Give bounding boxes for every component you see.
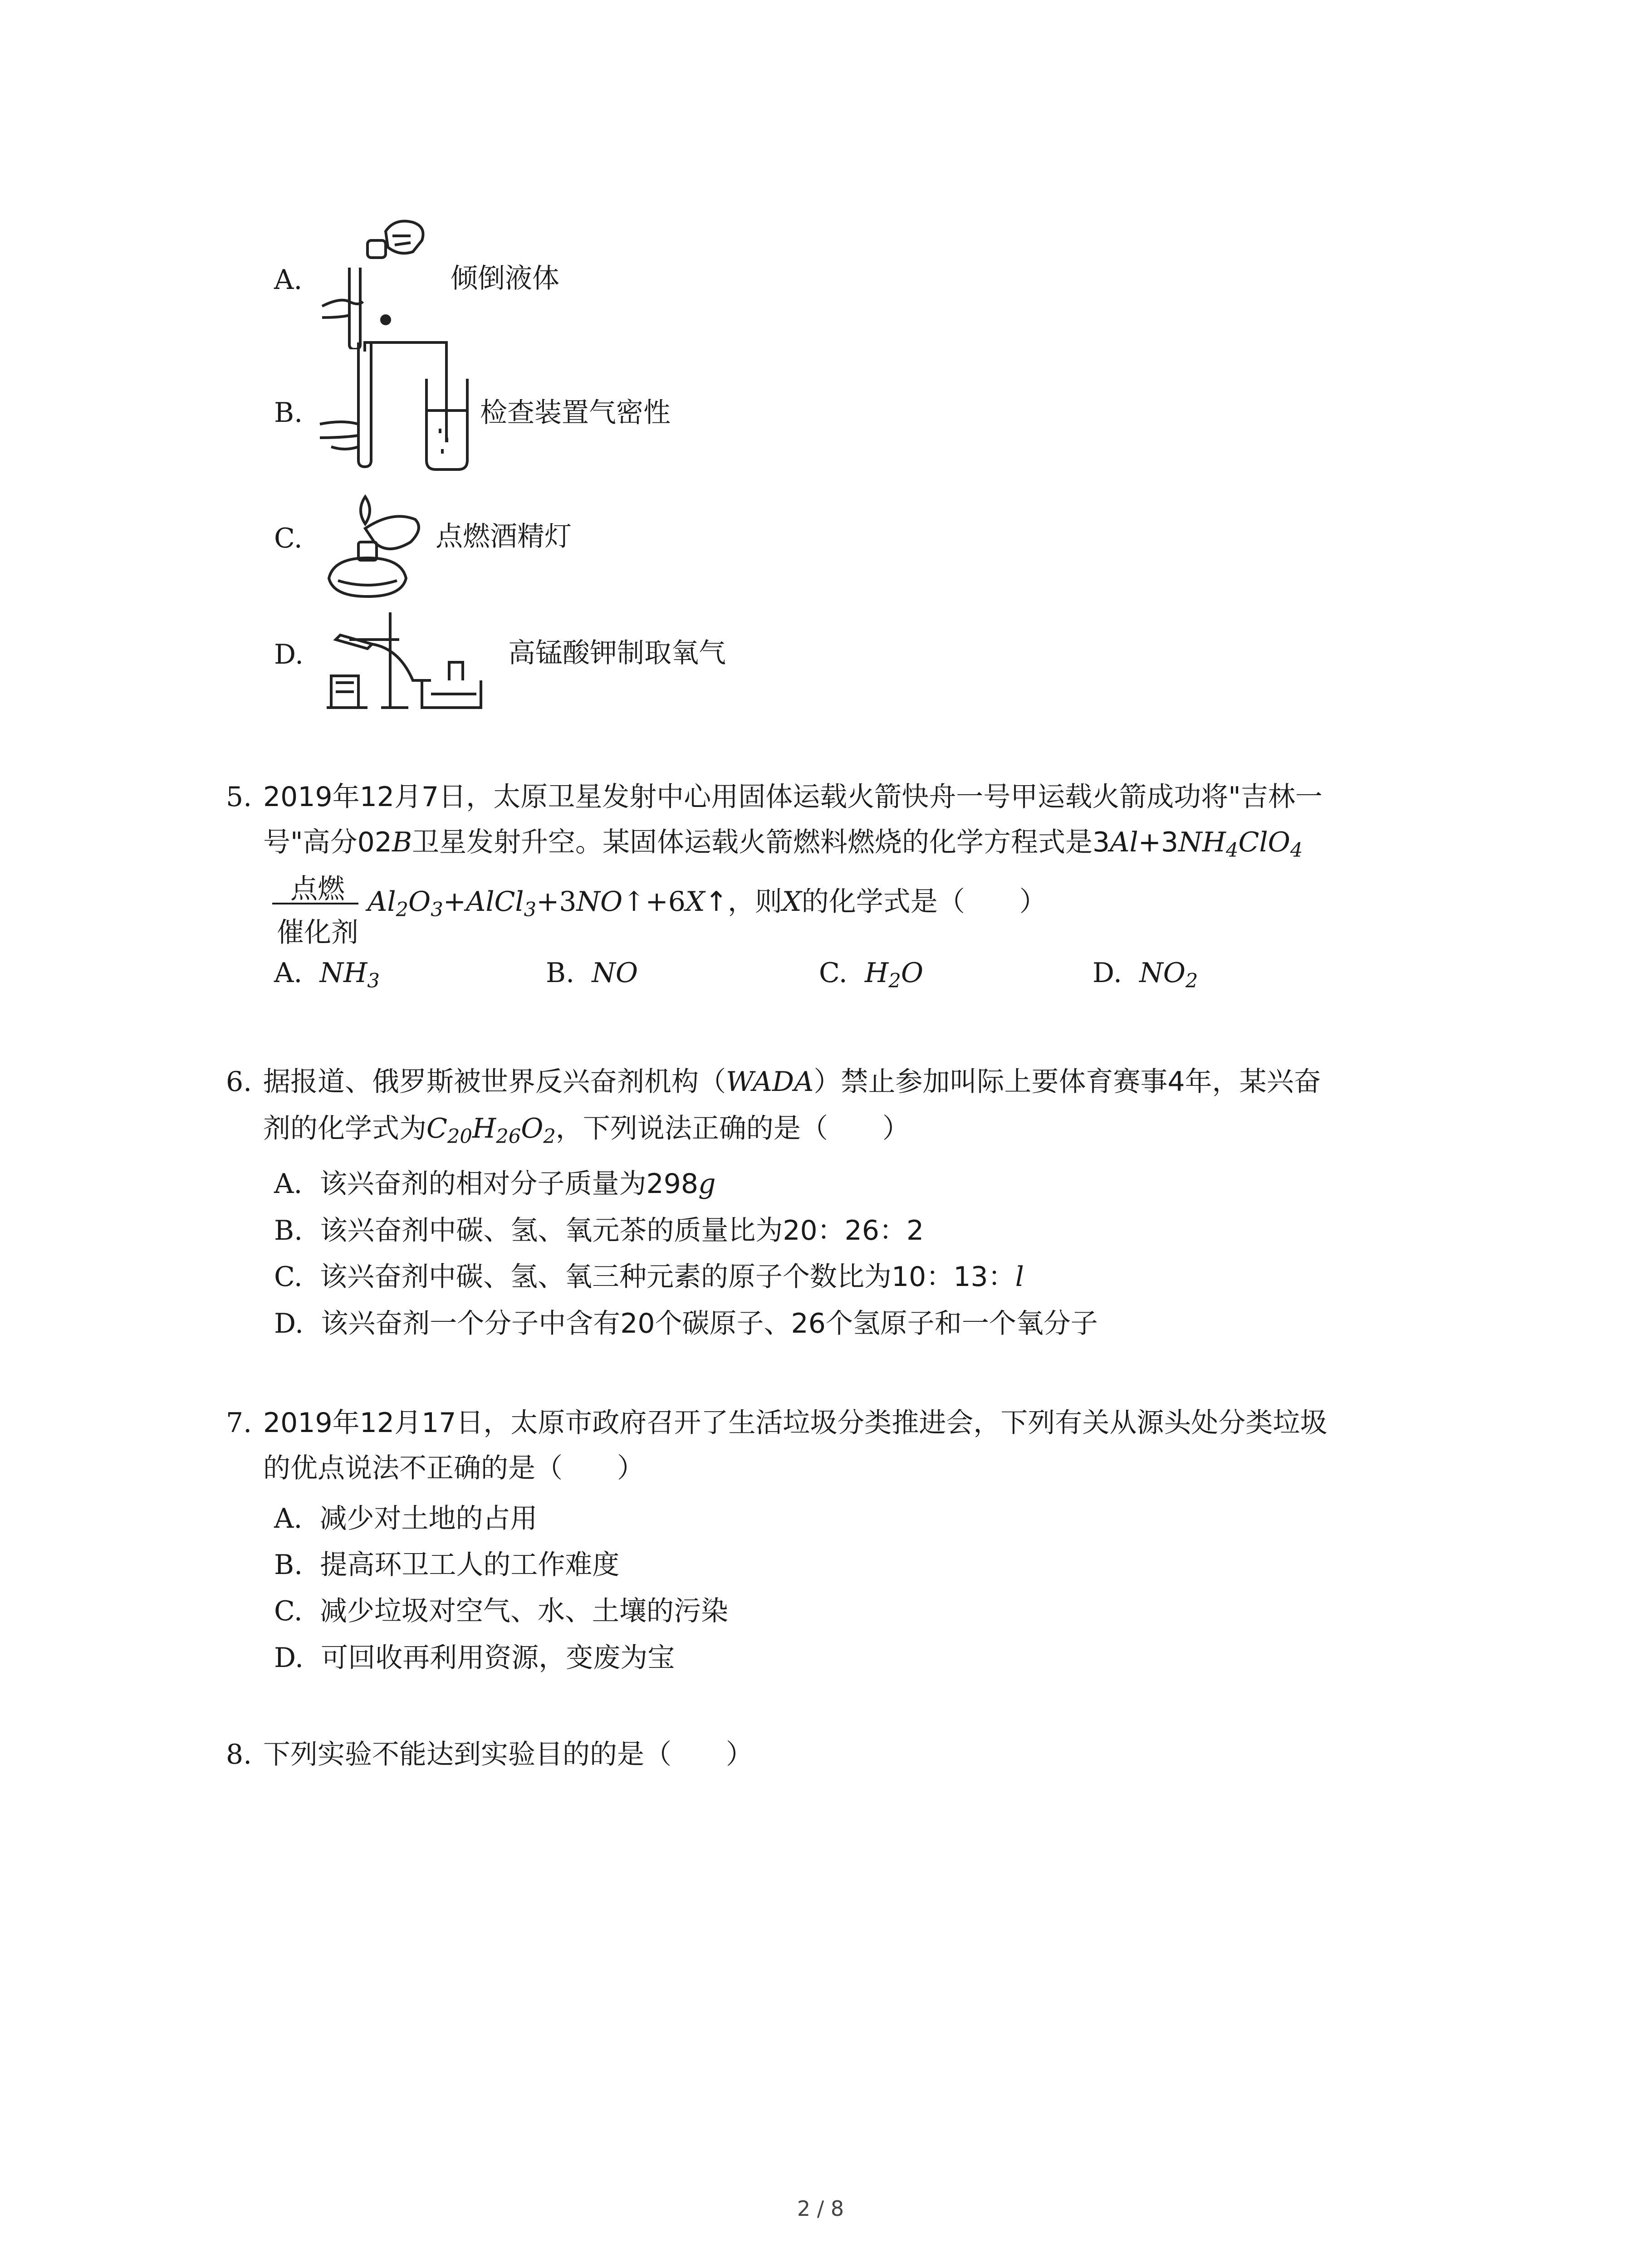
q5-question-tail: 的化学式是（ ） [801, 886, 1047, 918]
q7-option-a[interactable] [274, 1503, 538, 1535]
q6-option-c[interactable] [274, 1261, 1024, 1293]
q6-line2-b: ，下列说法正确的是（ ） [555, 1113, 910, 1144]
q5-option-d[interactable] [1092, 957, 1198, 993]
q5-option-b[interactable] [546, 959, 638, 987]
q6-line2-a: 剂的化学式为 [263, 1113, 426, 1144]
q6-option-d-letter: D. [274, 1308, 304, 1339]
q6-option-d-text: 该兴奋剂一个分子中含有20个碳原子、26个氢原子和一个氧分子 [321, 1308, 1098, 1339]
q8-number: 8. [226, 1739, 252, 1770]
q5-option-b-letter: B. [546, 957, 575, 989]
q5-product2-sub: 3 [524, 899, 537, 922]
q5-option-a-letter: A. [274, 957, 303, 989]
q5-product1-b: O [408, 886, 431, 918]
q4-option-b-text: 检查装置气密性 [480, 397, 671, 429]
q6-option-d[interactable] [274, 1310, 1098, 1337]
q6-option-a-tail: g [698, 1168, 716, 1200]
q6-option-a-letter: A. [274, 1168, 303, 1200]
q5-reactant1: Al [1110, 826, 1138, 858]
q6-line1-b: WADA [726, 1066, 814, 1098]
q4-option-c-letter: C. [274, 523, 303, 554]
q5-plus2: + [443, 886, 466, 918]
q7-option-c-text: 减少垃圾对空气、水、土壤的污染 [320, 1595, 728, 1627]
q5-product4: X [685, 886, 705, 918]
q6-formula-c: C [426, 1113, 447, 1144]
q6-option-b-text: 该兴奋剂中碳、氢、氧元茶的质量比为20：26：2 [320, 1215, 924, 1246]
q5-line2-b: B [392, 826, 412, 858]
q5-option-c-tail: O [901, 957, 924, 989]
q5-condition-bar [272, 903, 358, 904]
q5-condition-bottom: 催化剂 [277, 917, 358, 948]
q7-number: 7. [226, 1407, 252, 1439]
q5-arrow1: ↑+6 [622, 886, 686, 918]
q4-option-a-text: 倾倒液体 [451, 263, 559, 294]
q5-product1-sub2: 3 [431, 899, 443, 922]
q5-option-c[interactable] [819, 957, 924, 993]
q5-option-a-main: NH [319, 957, 367, 989]
q5-option-c-sub: 2 [888, 970, 901, 993]
q7-option-c[interactable] [274, 1595, 728, 1627]
pouring-liquid-icon [318, 213, 440, 349]
q4-option-d-letter: D. [274, 639, 304, 670]
q5-option-c-letter: C. [819, 957, 847, 989]
q7-option-b[interactable] [274, 1551, 619, 1579]
q5-x: X [782, 886, 802, 918]
page-number: 2 / 8 [797, 2196, 844, 2221]
q5-product3: NO [576, 886, 623, 918]
airtightness-check-icon [318, 338, 472, 474]
q5-option-d-sub: 2 [1185, 970, 1198, 993]
q6-option-b-letter: B. [274, 1215, 303, 1246]
q8-text: 下列实验不能达到实验目的的是（ ） [263, 1739, 753, 1770]
q5-option-c-main: H [865, 957, 889, 989]
q6-line2 [263, 1113, 910, 1149]
q6-formula-o-sub: 2 [543, 1125, 556, 1149]
q5-line3 [367, 886, 1047, 922]
q4-option-c-text: 点燃酒精灯 [436, 521, 572, 552]
q7-option-c-letter: C. [274, 1595, 303, 1627]
q5-product1-sub1: 2 [396, 899, 409, 922]
q5-arrow2: ↑，则 [705, 886, 782, 918]
q5-line1: 2019年12月7日，太原卫星发射中心用固体运载火箭快舟一号甲运载火箭成功将"吉林一 [263, 781, 1323, 813]
q5-reactant2-sub: 4 [1226, 839, 1239, 862]
q6-formula-c-sub: 20 [447, 1125, 472, 1149]
q5-option-d-main: NO [1139, 957, 1185, 989]
q5-line2-c: 卫星发射升空。某固体运载火箭燃料燃烧的化学方程式是3 [412, 826, 1110, 858]
q4-option-a-letter: A. [274, 264, 303, 296]
q4-option-b-letter: B. [274, 397, 303, 429]
alcohol-lamp-icon [320, 488, 429, 601]
q6-option-c-tail: l [1015, 1261, 1024, 1293]
oxygen-preparation-icon [318, 603, 495, 712]
q5-line2-a: 号"高分02 [263, 826, 392, 858]
q5-number: 5. [226, 781, 252, 813]
q6-option-b[interactable] [274, 1217, 924, 1244]
q5-reactant2-b: ClO [1238, 826, 1290, 858]
q6-number: 6. [226, 1066, 252, 1098]
q7-option-d[interactable] [274, 1644, 675, 1672]
q5-plus3: +3 [536, 886, 577, 918]
q6-line1-c: ）禁止参加叫际上要体育赛事4年，某兴奋 [813, 1066, 1321, 1098]
q7-line1: 2019年12月17日，太原市政府召开了生活垃圾分类推进会，下列有关从源头处分类垃圾 [263, 1407, 1327, 1439]
q7-option-a-text: 减少对土地的占用 [319, 1503, 538, 1535]
q6-formula-h: H [472, 1113, 496, 1144]
q7-option-a-letter: A. [274, 1503, 303, 1535]
q7-option-b-letter: B. [274, 1549, 303, 1581]
q6-option-c-text: 该兴奋剂中碳、氢、氧三种元素的原子个数比为10：13： [320, 1261, 1015, 1293]
q5-plus1: +3 [1138, 826, 1179, 858]
q6-line1 [263, 1066, 1321, 1098]
q5-reaction-condition [272, 867, 358, 948]
q6-option-a[interactable] [274, 1170, 716, 1198]
q5-condition-top: 点燃 [290, 873, 345, 905]
q6-formula-h-sub: 26 [496, 1125, 521, 1149]
q7-option-b-text: 提高环卫工人的工作难度 [320, 1549, 620, 1581]
q5-line2 [263, 826, 1303, 862]
q6-formula-o: O [521, 1113, 544, 1144]
q5-option-a-sub: 3 [367, 970, 380, 993]
q5-product1-a: Al [367, 886, 396, 918]
q4-option-d-text: 高锰酸钾制取氧气 [508, 637, 726, 669]
q5-product2-a: AlCl [465, 886, 524, 918]
q6-option-a-text: 该兴奋剂的相对分子质量为298 [319, 1168, 699, 1200]
q5-option-b-main: NO [592, 957, 638, 989]
q7-line2: 的优点说法不正确的是（ ） [263, 1452, 644, 1484]
q6-option-c-letter: C. [274, 1261, 303, 1293]
q7-option-d-text: 可回收再利用资源，变废为宝 [321, 1642, 675, 1674]
q5-reactant2-a: NH [1178, 826, 1226, 858]
q6-line1-a: 据报道、俄罗斯被世界反兴奋剂机构（ [263, 1066, 726, 1098]
q5-reactant2-sub2: 4 [1290, 839, 1303, 862]
q5-option-d-letter: D. [1092, 957, 1122, 989]
q7-option-d-letter: D. [274, 1642, 304, 1674]
q5-option-a[interactable] [274, 957, 380, 993]
